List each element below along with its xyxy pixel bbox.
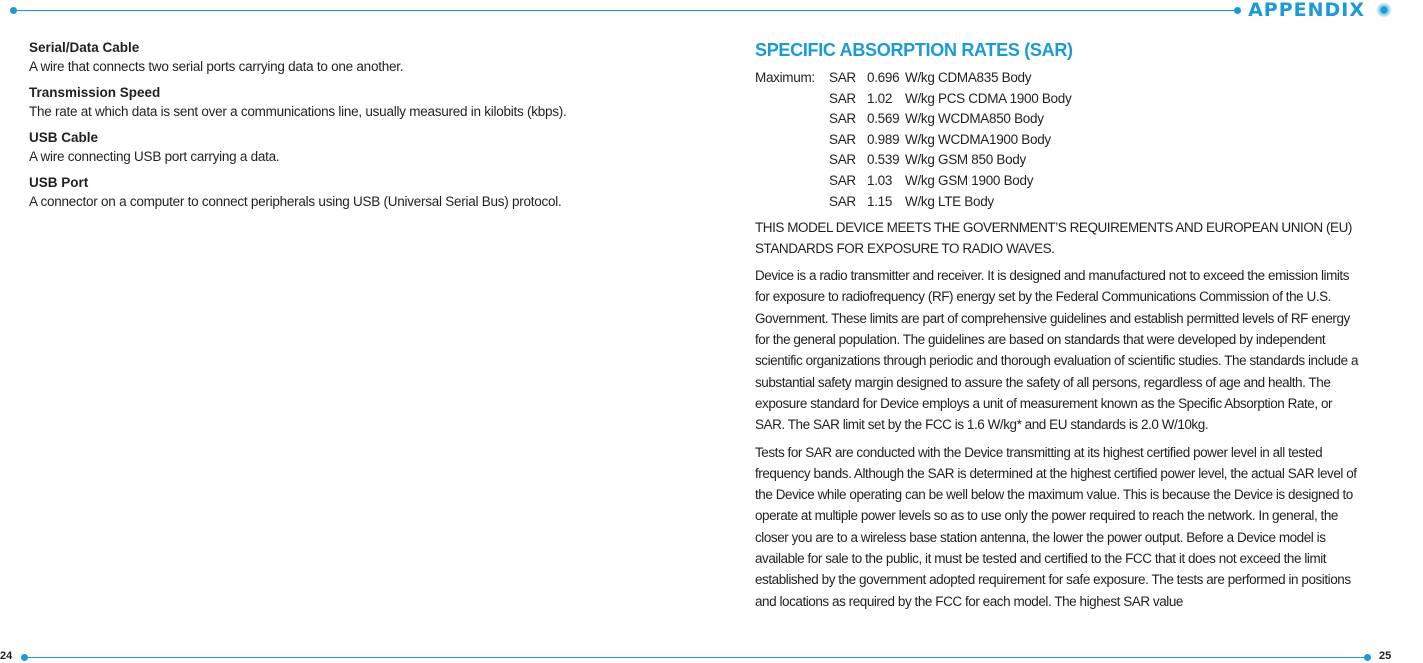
sar-label: SAR [829,152,856,168]
glossary-term: Serial/Data Cable [29,40,140,55]
glossary-definition: The rate at which data is sent over a communications line, usually measured in kilobits (kbps). [29,104,567,119]
sar-value: 0.539 [867,152,900,168]
footer-rule [25,657,1366,658]
header-rule-left-dot [10,7,17,14]
sar-row [755,130,1360,151]
header-rule-right-dot [1234,7,1241,14]
sar-unit: W/kg WCDMA1900 Body [905,131,1051,147]
sar-unit: W/kg CDMA835 Body [905,70,1032,85]
sar-value: 1.03 [867,172,893,188]
sar-label: SAR [829,90,856,106]
body-paragraph: Tests for SAR are conducted with the Device transmitting at its highest certified power level in all tested frequency bands. Although the SAR is determined at the highest certified power level, the actual SAR level of the Device while operating can be well below the maximum value. This is because the Device is designed to operate at multiple power levels so as to use only the power required to reach the network. In general, the closer you are to a wireless base station antenna, the lower the power output. Before a Device model is available for sale to the public, it must be tested and certified to the FCC that it does not exceed the limit established by the government adopted requirement for safe exposure. The tests are performed in positions and locations as required by the FCC for each model. The highest SAR value [755,444,1357,609]
sar-value: 1.15 [867,193,893,209]
sar-value: 0.989 [867,131,900,147]
glossary-term: USB Cable [29,130,99,145]
sar-value: 1.02 [867,90,893,106]
footer-rule-right-dot [1364,654,1371,661]
footer-rule-left-dot [21,654,28,661]
sar-row [755,150,1360,171]
sar-label: SAR [829,193,856,209]
page-number-right: 25 [1379,650,1392,662]
maximum-label: Maximum: [755,70,815,85]
header-glow-dot [1376,2,1392,18]
glossary-term: Transmission Speed [29,85,161,100]
header-rule [14,10,1234,11]
glossary-definition: A connector on a computer to connect peripherals using USB (Universal Serial Bus) protocol. [29,194,562,209]
sar-unit: W/kg GSM 1900 Body [905,172,1034,188]
sar-label: SAR [829,131,856,147]
sar-unit: W/kg WCDMA850 Body [905,111,1044,127]
sar-row [755,109,1360,130]
sar-row [755,89,1360,110]
sar-unit: W/kg PCS CDMA 1900 Body [905,90,1072,106]
sar-column [755,38,1360,612]
sar-label: SAR [829,70,856,85]
sar-value: 0.696 [867,70,900,85]
sar-label: SAR [829,111,856,127]
sar-heading: SPECIFIC ABSORPTION RATES (SAR) [755,40,1073,60]
page-number-left: 24 [0,650,13,662]
sar-label: SAR [829,172,856,188]
sar-unit: W/kg LTE Body [905,193,994,209]
sar-table [755,68,1360,212]
compliance-statement: THIS MODEL DEVICE MEETS THE GOVERNMENT’S REQUIREMENTS AND EUROPEAN UNION (EU) STANDARDS FOR EXPOSURE TO RADIO WAVES. [755,220,1352,257]
sar-row [755,171,1360,192]
glossary-term: USB Port [29,175,89,190]
sar-row [755,192,1360,213]
sar-unit: W/kg GSM 850 Body [905,152,1026,168]
glossary-definition: A wire connecting USB port carrying a data. [29,149,280,164]
sar-value: 0.569 [867,111,900,127]
glossary-definition: A wire that connects two serial ports carrying data to one another. [29,59,404,74]
section-title: APPENDIX [1248,0,1365,21]
body-paragraph: Device is a radio transmitter and receiver. It is designed and manufactured not to exceed the emission limits for exposure to radiofrequency (RF) energy set by the Federal Communications Commission of the U.S. Government. These limits are part of comprehensive guidelines and establish permitted levels of RF energy for the general population. The guidelines are based on standards that were developed by independent scientific organizations through periodic and thorough evaluation of scientific studies. The standards include a substantial safety margin designed to assure the safety of all persons, regardless of age and health. The exposure standard for Device employs a unit of measurement known as the Specific Absorption Rate, or SAR. The SAR limit set by the FCC is 1.6 W/kg* and EU standards is 2.0 W/10kg. [755,268,1358,433]
sar-row [755,68,1360,89]
glossary-column [29,38,669,218]
